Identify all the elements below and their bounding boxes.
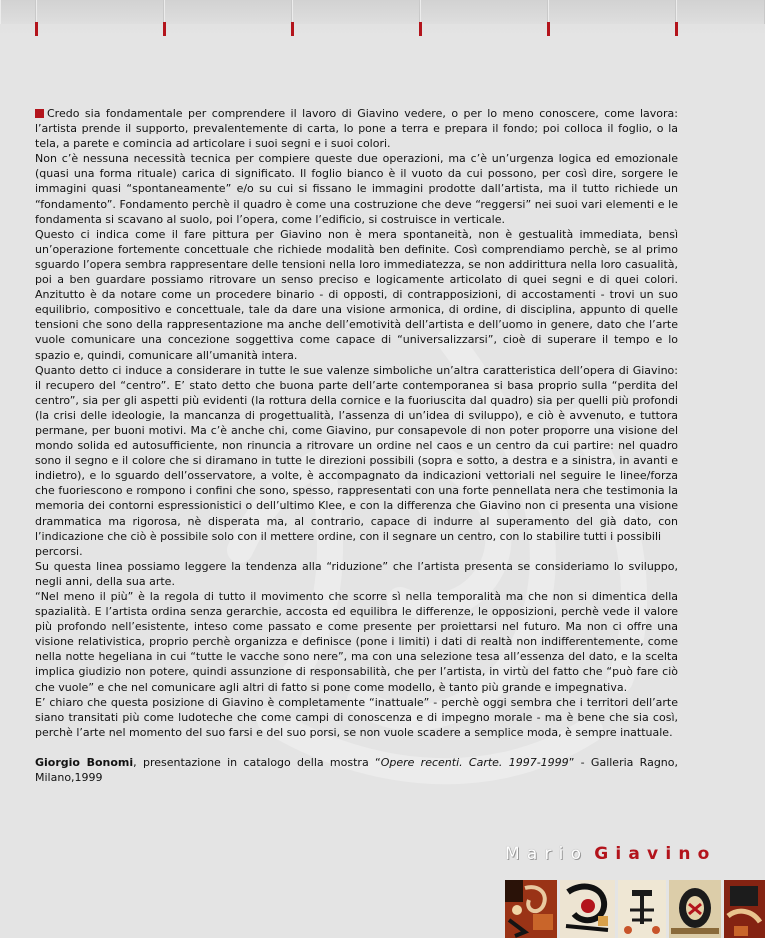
nav-marker (419, 22, 422, 36)
nav-marker (547, 22, 550, 36)
credit-text: , presentazione in catalogo della mostra “ (133, 755, 381, 769)
brand-first-name: Mario (505, 844, 589, 864)
paragraph (35, 106, 678, 151)
brand-last-name: Giavino (594, 844, 717, 864)
paragraph: “Nel meno il più” è la regola di tutto il movimento che scorre sì nella temporalità ma che non si dimentica della spazialità. E l’artista ordina senza gerarchie, accosta ed equilibra le differenze, le opposizioni, perchè vede il valore più profondo nell’esistente, inteso come passato e come presente per proiettarsi nel futuro. Ma non ci offre una visione relativistica, proprio perchè organizza e definisce (pone i limiti) i dati di realtà non indifferentemente, come nella notte hegeliana in cui “tutte le vacche sono nere”, ma con una selezione tesa all’essenza del dato, e la scelta implica giudizio non potere, quindi assunzione di responsabilità, che per l’artista, in virtù del fatto che “può fare ciò che vuole” e che nel comunicare agli altri di fatto si pone come modello, è tanto più grande e impegnativa. (35, 590, 678, 694)
source-credit (35, 755, 678, 785)
paragraph: Non c’è nessuna necessità tecnica per compiere queste due operazioni, ma c’è un’urgenza logica ed emozionale (quasi una forma rituale) carica di significato. Il foglio bianco è il vuoto da cui possono, per così dire, sorgere le immagini quasi “spontaneamente” e/o su cui si fissano le immagini prodotte dall’artista, ma il tutto richiede un “fondamento”. Fondamento perchè il quadro è come una costruzione che deve “reggersi” nei suoi vari elementi e le fondamenta si scavano al suolo, poi l’opera, come l’edificio, si costruisce in verticale. (35, 152, 678, 226)
nav-marker (163, 22, 166, 36)
nav-marker (291, 22, 294, 36)
painting-thumbnail-2[interactable] (560, 880, 615, 938)
abstract-painting-icon (505, 880, 557, 938)
nav-cell-7[interactable] (676, 0, 765, 24)
nav-cell-4[interactable] (292, 0, 420, 24)
credit-exhibition-title: Opere recenti. Carte. 1997-1999 (380, 755, 569, 769)
painting-thumbnail-4[interactable] (669, 880, 721, 938)
nav-cell-6[interactable] (548, 0, 676, 24)
nav-cell-1[interactable] (0, 0, 36, 24)
abstract-painting-icon (618, 880, 666, 938)
paragraph: percorsi. (35, 544, 83, 558)
paragraph: Su questa linea possiamo leggere la tendenza alla “riduzione” che l’artista presenta se consideriamo lo sviluppo, negli anni, della sua arte. (35, 559, 678, 588)
nav-cell-3[interactable] (164, 0, 292, 24)
article-text (35, 106, 678, 785)
nav-marker (675, 22, 678, 36)
painting-thumbnails (505, 880, 765, 938)
abstract-painting-icon (560, 880, 615, 938)
abstract-painting-icon (669, 880, 721, 938)
credit-author: Giorgio Bonomi (35, 755, 134, 769)
abstract-painting-icon (724, 880, 765, 938)
top-nav-bar (0, 0, 765, 36)
paragraph: E’ chiaro che questa posizione di Giavino è completamente “inattuale” - perchè oggi sembra che i territori dell’arte siano transitati più come ludoteche che come campi di conoscenza e di impegno morale - ma è bene che sia così, perchè l’arte nel momento del suo farsi e del suo porsi, se non vuole scadere a semplice moda, è sempre inattuale. (35, 695, 678, 739)
nav-marker (35, 22, 38, 36)
artist-brand (505, 844, 717, 864)
painting-thumbnail-5[interactable] (724, 880, 765, 938)
nav-cell-5[interactable] (420, 0, 548, 24)
paragraph: Questo ci indica come il fare pittura per Giavino non è mera spontaneità, non è gestualità immediata, bensì un’operazione fortemente concettuale che richiede modalità ben definite. Così comprendiamo perchè, se al primo sguardo l’opera sembra rappresentare delle tensioni nella loro immediatezza, se non addirittura nella loro casualità, poi a ben guardare possiamo ritrovare un senso preciso e logicamente articolato di quei segni e di quei colori. Anzitutto è da notare come un procedere binario - di opposti, di contrapposizioni, di accostamenti - trovi un suo equilibrio, compositivo e concettuale, tale da dare una visione armonica, di ordine, di disciplina, appunto di quelle tensioni che sono della rappresentazione ma anche dell’emotività dell’artista e dell’uomo in genere, dato che l’arte vuole comunicare una concezione soggettiva come capace di “universalizzarsi”, cioè di superare il tempo e lo spazio e, quindi, comunicare all’umanità intera. (35, 227, 678, 362)
nav-cell-2[interactable] (36, 0, 164, 24)
paragraph: Quanto detto ci induce a considerare in tutte le sue valenze simboliche un’altra caratteristica dell’opera di Giavino: il recupero del “centro”. E’ stato detto che buona parte dell’arte contemporanea si basa proprio sulla “perdita del centro”, sia per gli aspetti più evidenti (la rottura della cornice e la fuoriuscita dal quadro) sia per quelli più profondi (la crisi delle ideologie, la mancanza di progettualità, l’assenza di un’idea di sviluppo), e ciò è avvenuto, e tuttora permane, per buoni motivi. Ma c’è anche chi, come Giavino, pur consapevole di non poter proporre una visione del mondo solida ed autosufficiente, non rinuncia a ritrovare un ordine nel caos e un centro da cui partire: nel quadro sono il segno e il colore che si diramano in tutte le direzioni possibili (sopra e sotto, a destra e a sinistra, in avanti e indietro), e lo sguardo dell’osservatore, a volte, è accompagnato da indicazioni vettoriali nel seguire le linee/forza che fuoriescono e rompono i confini che sono, spesso, rappresentati con una forte pennellata nera che testimonia la memoria dei contorni espressionistici o dell’ultimo Klee, e con la differenza che Giavino non ci presenta una visione drammatica ma rigorosa, nè disperata ma, al contrario, capace di indurre al superamento del già dato, con l’indicazione che ciò è possibile solo con il mettere ordine, con il segnare un centro, con lo stabilire tutti i possibili (35, 363, 678, 543)
bullet-square-icon (35, 109, 44, 118)
paragraph-text: Credo sia fondamentale per comprendere il lavoro di Giavino vedere, o per lo meno conoscere, come lavora: l’artista prende il supporto, prevalentemente di carta, lo pone a terra e prepara il fondo; poi colloca il foglio, o la tela, a parete e comincia ad articolare i suoi segni e i suoi colori. (35, 107, 678, 151)
painting-thumbnail-1[interactable] (505, 880, 557, 938)
credit-text: ” - Galleria Ragno, Milano,1999 (35, 755, 679, 785)
painting-thumbnail-3[interactable] (618, 880, 666, 938)
